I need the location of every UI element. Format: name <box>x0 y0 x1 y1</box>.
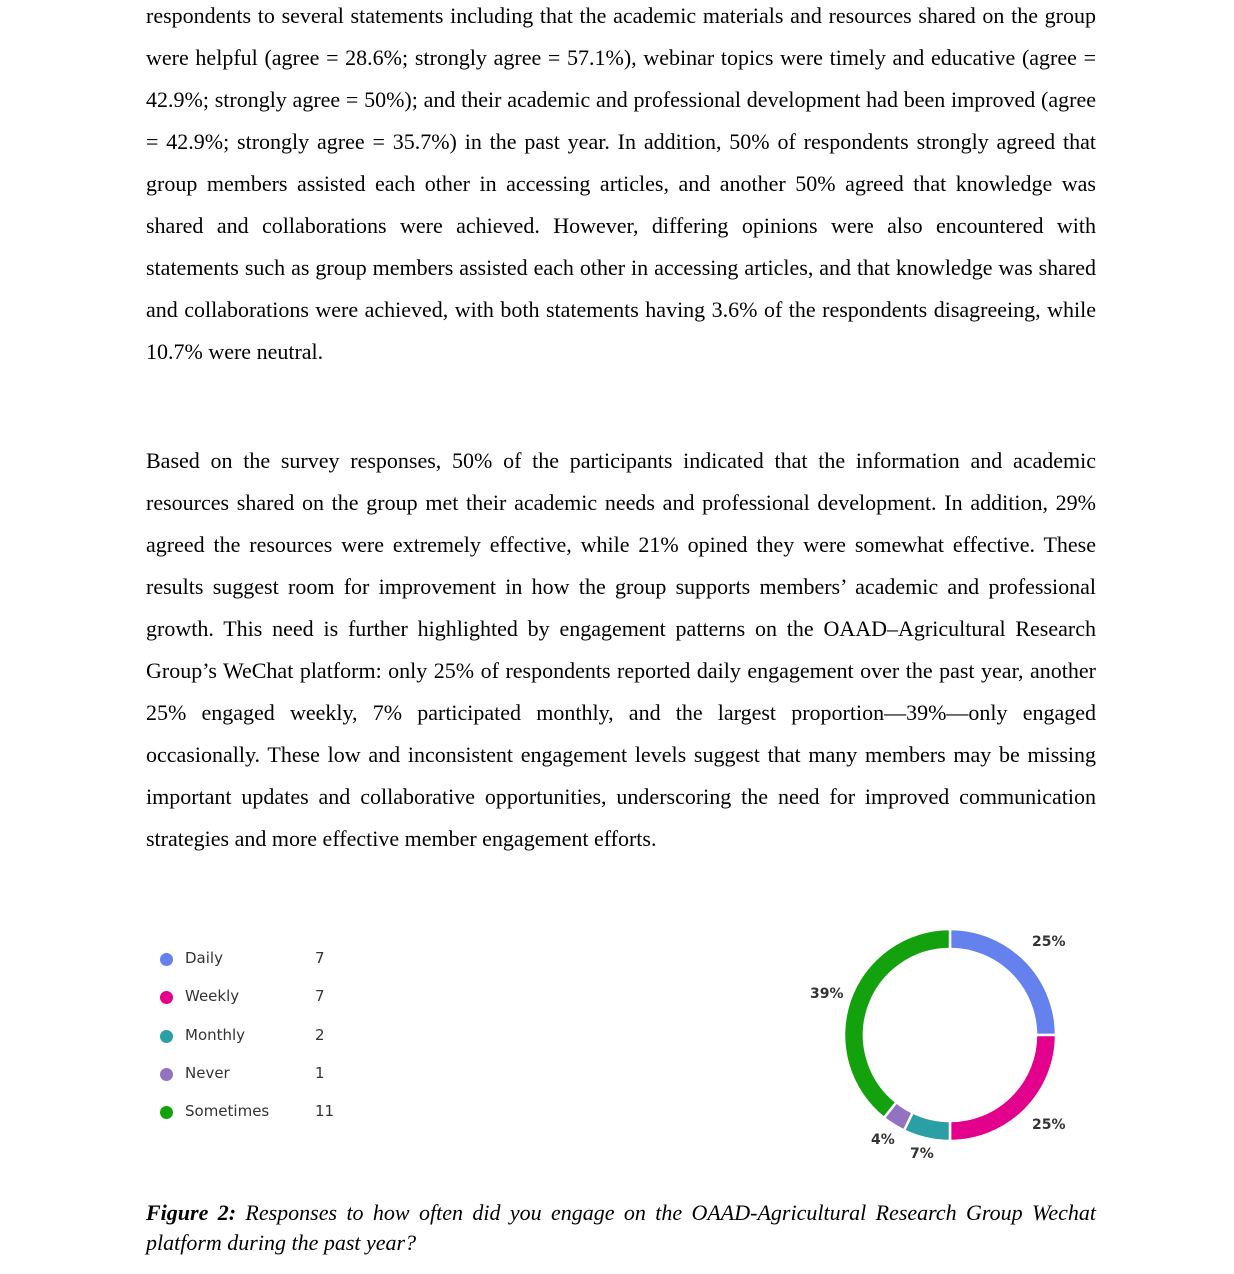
legend-dot-icon <box>160 1068 173 1081</box>
legend-dot-icon <box>160 991 173 1004</box>
paragraph-2: Based on the survey responses, 50% of the participants indicated that the information and academic resources shared on the group met their academic needs and professional development. In addition, 29% agreed the resources were extremely effective, while 21% opined they were somewhat effective. These results suggest room for improvement in how the group supports members’ academic and professional growth. This need is further highlighted by engagement patterns on the OAAD–Agricultural Research Group’s WeChat platform: only 25% of respondents reported daily engagement over the past year, another 25% engaged weekly, 7% participated monthly, and the largest proportion—39%—only engaged occasionally. These low and inconsistent engagement levels suggest that many members may be missing important updates and collaborative opportunities, underscoring the need for improved communication strategies and more effective member engagement efforts. <box>146 448 1096 851</box>
chart-legend <box>160 946 360 1137</box>
slice-label-sometimes: 39% <box>810 986 844 1002</box>
legend-count: 11 <box>315 1102 335 1121</box>
slice-label-never: 4% <box>871 1132 895 1148</box>
legend-label: Monthly <box>185 1025 246 1044</box>
legend-dot-icon <box>160 1030 173 1043</box>
slice-label-monthly: 7% <box>910 1146 934 1162</box>
figure-caption <box>146 1198 1096 1258</box>
donut-slice-sometimes <box>844 929 950 1118</box>
legend-count: 2 <box>315 1025 325 1044</box>
legend-label: Sometimes <box>185 1102 270 1121</box>
legend-label: Daily <box>185 949 223 967</box>
legend-count: 1 <box>315 1063 325 1082</box>
paragraph-1: respondents to several statements including that the academic materials and resources shared on the group were helpful (agree = 28.6%; strongly agree = 57.1%), webinar topics were timely and educative (agree = 42.9%; strongly agree = 50%); and their academic and professional development had been improved (agree = 42.9%; strongly agree = 35.7%) in the past year. In addition, 50% of respondents strongly agreed that group members assisted each other in accessing articles, and another 50% agreed that knowledge was shared and collaborations were achieved. However, differing opinions were also encountered with statements such as group members assisted each other in accessing articles, and that knowledge was shared and collaborations were achieved, with both statements having 3.6% of the respondents disagreeing, while 10.7% were neutral. <box>146 3 1096 364</box>
slice-label-daily: 25% <box>1032 934 1066 950</box>
legend-item-sometimes <box>160 1099 360 1137</box>
legend-item-weekly <box>160 984 360 1022</box>
legend-item-never <box>160 1061 360 1099</box>
legend-count: 7 <box>315 987 325 1006</box>
slice-label-weekly: 25% <box>1032 1117 1066 1133</box>
figure-label: Figure 2: <box>146 1200 237 1225</box>
donut-chart-svg <box>800 920 1080 1180</box>
legend-dot-icon <box>160 953 173 966</box>
legend-label: Never <box>185 1063 230 1082</box>
legend-label: Weekly <box>185 987 240 1006</box>
legend-item-monthly <box>160 1023 360 1061</box>
legend-count: 7 <box>315 949 325 967</box>
legend-item-daily <box>160 946 360 984</box>
figure-caption-text: Responses to how often did you engage on the OAAD-Agricultural Research Group Wechat platform during the past year? <box>146 1200 1096 1255</box>
legend-dot-icon <box>160 1106 173 1119</box>
donut-chart <box>800 920 1080 1180</box>
